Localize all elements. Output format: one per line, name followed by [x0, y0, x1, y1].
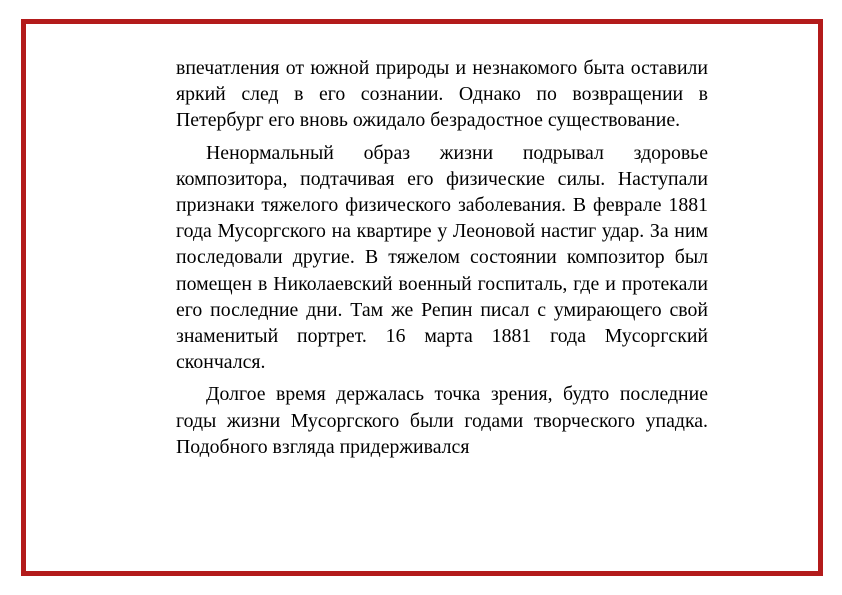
document-text — [176, 55, 708, 466]
paragraph-later-years: Долгое время держалась точка зрения, будто последние годы жизни Мусоргского были годами творческого упадка. Подобного взгляда придерживался — [176, 383, 708, 458]
paragraph-continuation: впечатления от южной природы и незнакомого быта оставили яркий след в его сознании. Однако по возвращении в Петербург его вновь ожидало безрадостное существование. — [176, 57, 708, 132]
paragraph-illness: Ненормальный образ жизни подрывал здоровье композитора, подтачивая его физические силы. Наступали признаки тяжелого физического заболевания. В феврале 1881 года Мусоргского на квартире у Леоновой настиг удар. За ним последовали другие. В тяжелом состоянии композитор был помещен в Николаевский военный госпиталь, где и протекали его последние дни. Там же Репин писал с умирающего свой знаменитый портрет. 16 марта 1881 года Мусоргский скончался. — [176, 141, 708, 374]
